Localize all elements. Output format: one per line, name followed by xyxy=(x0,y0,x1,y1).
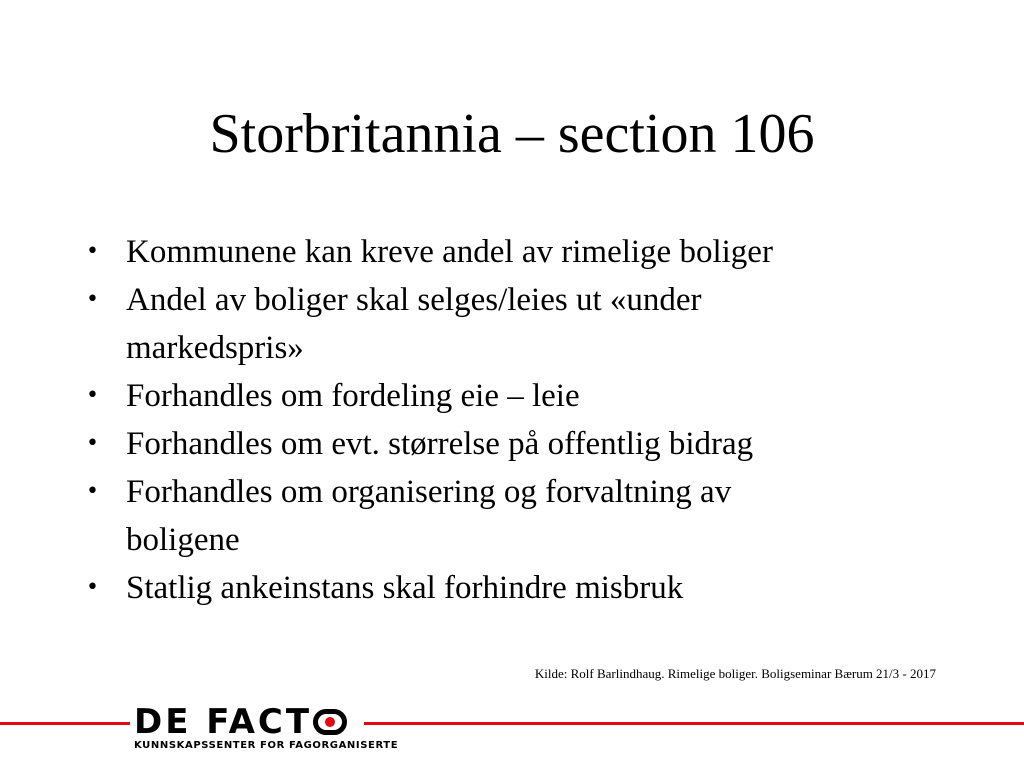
bullet-item xyxy=(86,276,966,372)
bullet-text: Andel av boliger skal selges/leies ut «under xyxy=(126,282,702,318)
bullet-icon: • xyxy=(86,575,99,600)
bullet-item xyxy=(86,372,966,420)
bullet-text: Forhandles om evt. størrelse på offentlig bidrag xyxy=(126,426,754,462)
footer-divider-left xyxy=(0,722,130,725)
de-facto-logo xyxy=(134,702,399,754)
bullet-text: Forhandles om organisering og forvaltning av xyxy=(126,474,732,510)
footer-divider-right xyxy=(364,722,1024,725)
bullet-item xyxy=(86,228,966,276)
bullet-item xyxy=(86,468,966,564)
bullet-text: Statlig ankeinstans skal forhindre misbruk xyxy=(126,570,684,606)
logo-wordmark-text: DE FACT xyxy=(134,702,313,742)
slide-title: Storbritannia – section 106 xyxy=(209,103,815,165)
logo-tagline: KUNNSKAPSSENTER FOR FAGORGANISERTE xyxy=(134,740,399,751)
bullet-icon: • xyxy=(86,239,99,264)
logo-red-dot-icon xyxy=(325,717,335,727)
bullet-text-continued: markedspris» xyxy=(126,330,304,366)
bullet-icon: • xyxy=(86,479,99,504)
bullet-text: Forhandles om fordeling eie – leie xyxy=(126,378,580,414)
logo-wordmark xyxy=(134,702,347,742)
bullet-text-continued: boligene xyxy=(126,522,240,558)
bullet-text: Kommunene kan kreve andel av rimelige boliger xyxy=(126,234,773,270)
bullet-list xyxy=(86,228,966,612)
bullet-item xyxy=(86,564,966,612)
bullet-icon: • xyxy=(86,431,99,456)
bullet-icon: • xyxy=(86,287,99,312)
bullet-item xyxy=(86,420,966,468)
source-citation: Kilde: Rolf Barlindhaug. Rimelige boliger. Boligseminar Bærum 21/3 - 2017 xyxy=(534,666,936,681)
logo-o-icon xyxy=(313,709,347,735)
bullet-icon: • xyxy=(86,383,99,408)
